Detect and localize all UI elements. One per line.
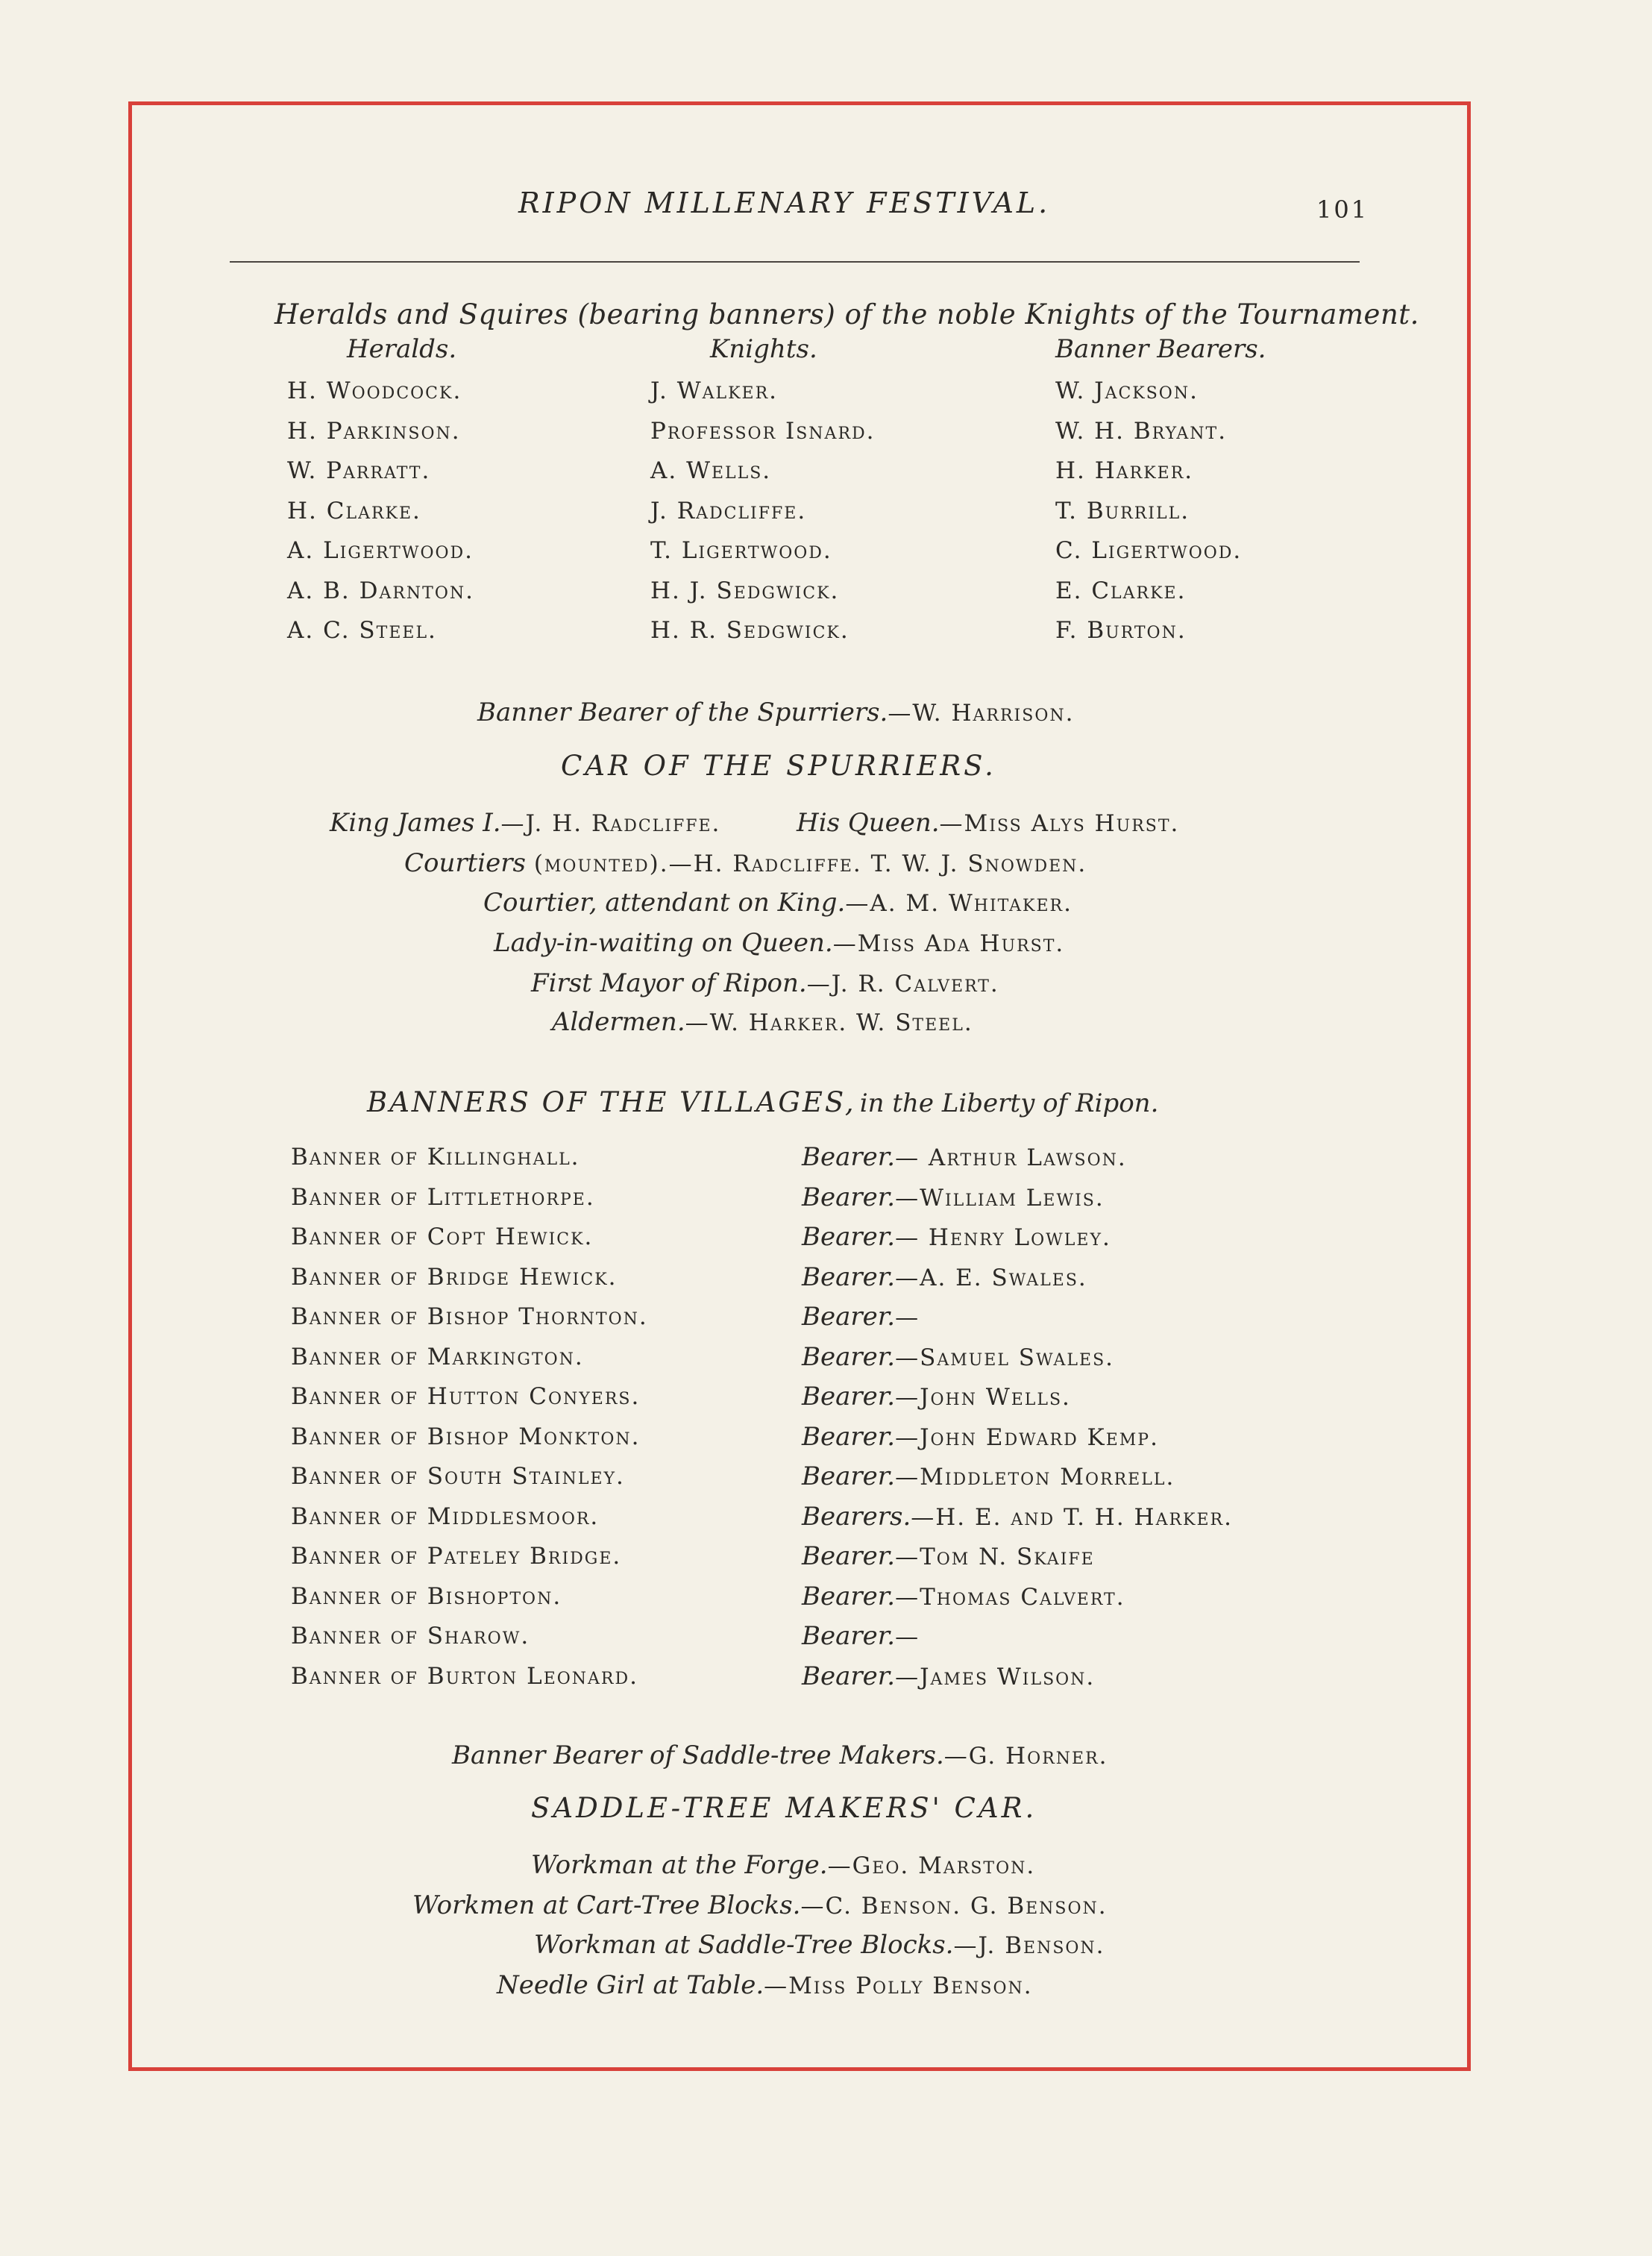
bearer-label: Bearer. [802, 1302, 896, 1332]
table-row: Banner of Bishop Monkton. [291, 1423, 641, 1450]
table-row [802, 1577, 1233, 1617]
bearer-label: Bearer. [802, 1661, 896, 1691]
table-row: Banner of Copt Hewick. [291, 1223, 594, 1250]
person-name: (mounted).—H. Radcliffe. T. W. J. Snowden. [533, 850, 1087, 877]
role-label: Courtiers [404, 848, 526, 878]
list-item: H. J. Sedgwick. [650, 577, 840, 604]
bearer-label: Bearer. [802, 1581, 896, 1611]
banner-bearers-column [1055, 334, 1266, 651]
list-item: A. Wells. [650, 457, 772, 484]
knights-column [650, 334, 876, 651]
table-row [802, 1297, 1233, 1338]
bearer-label: Bearer. [802, 1461, 896, 1491]
role-label: His Queen. [797, 808, 940, 838]
table-row: Banner of Sharow. [291, 1623, 530, 1649]
bearer-name: —Middleton Morrell. [895, 1464, 1175, 1491]
bearer-name: — Arthur Lawson. [895, 1144, 1127, 1171]
bearer-name: —A. E. Swales. [895, 1264, 1087, 1291]
table-row [802, 1218, 1233, 1258]
bearer-name: —Thomas Calvert. [895, 1583, 1125, 1611]
bearer-name: — [895, 1304, 920, 1331]
list-item: H. Parkinson. [287, 417, 461, 445]
person-name: —Miss Ada Hurst. [832, 930, 1065, 957]
person-name: —J. H. Radcliffe. [500, 810, 721, 837]
role-label: Needle Girl at Table. [497, 1970, 764, 2000]
spurriers-line-6 [552, 1007, 973, 1037]
table-row [802, 1338, 1233, 1378]
role-label: Aldermen. [552, 1007, 685, 1037]
spurriers-line-1 [330, 808, 1179, 838]
role-label: First Mayor of Ripon. [531, 968, 807, 998]
bearer-name: —Tom N. Skaife [895, 1544, 1095, 1570]
bearer-label: Bearers. [802, 1501, 911, 1532]
role-label: Workmen at Cart-Tree Blocks. [412, 1890, 801, 1920]
list-item: T. Burrill. [1055, 497, 1190, 524]
list-item: W. Jackson. [1055, 377, 1199, 404]
villages-title [367, 1086, 1158, 1118]
table-row: Banner of Pateley Bridge. [291, 1543, 622, 1570]
table-row [802, 1138, 1233, 1178]
bearer-label: Bearer. [802, 1262, 896, 1292]
table-row: Banner of South Stainley. [291, 1463, 625, 1490]
list-item: W. Parratt. [287, 457, 431, 484]
table-row [802, 1417, 1233, 1458]
table-row [802, 1657, 1233, 1697]
spurriers-line-5 [531, 968, 999, 998]
bearer-name: — Henry Lowley. [895, 1224, 1111, 1251]
villages-title-caps: BANNERS OF THE VILLAGES, [367, 1086, 856, 1118]
list-item: H. R. Sedgwick. [650, 617, 849, 644]
spurriers-banner-bearer-role: Banner Bearer of the Spurriers. [477, 698, 888, 727]
list-item: E. Clarke. [1055, 577, 1187, 604]
bearer-label: Bearer. [802, 1341, 896, 1372]
table-row [802, 1258, 1233, 1298]
list-item: A. C. Steel. [287, 617, 437, 644]
role-label: Lady-in-waiting on Queen. [494, 928, 833, 958]
header-rule [230, 261, 1360, 263]
spurriers-line-3 [483, 888, 1072, 918]
bearer-name: —H. E. and T. H. Harker. [911, 1503, 1233, 1531]
person-name: —Geo. Marston. [827, 1852, 1036, 1879]
list-item: W. H. Bryant. [1055, 417, 1228, 445]
list-item: A. B. Darnton. [287, 577, 474, 604]
table-row: Banner of Middlesmoor. [291, 1503, 600, 1530]
heralds-heading: Heralds. [347, 334, 457, 364]
saddle-banner-bearer-name: —G. Horner. [943, 1743, 1108, 1770]
table-row [802, 1377, 1233, 1417]
banner-bearers-heading: Banner Bearers. [1055, 334, 1266, 364]
bearer-label: Bearer. [802, 1541, 896, 1571]
spurriers-banner-bearer [477, 698, 1074, 727]
table-row: Banner of Burton Leonard. [291, 1662, 638, 1690]
list-item: A. Ligertwood. [287, 537, 474, 564]
saddle-line-4 [497, 1970, 1033, 2000]
village-banners-list [291, 1138, 648, 1696]
person-name: —Miss Alys Hurst. [939, 810, 1180, 837]
list-item: F. Burton. [1055, 617, 1187, 644]
table-row: Banner of Bishop Thornton. [291, 1303, 648, 1330]
list-item: H. Harker. [1055, 457, 1194, 484]
spurriers-car-title: CAR OF THE SPURRIERS. [561, 750, 996, 782]
list-item: J. Walker. [650, 377, 779, 404]
table-row [802, 1457, 1233, 1497]
spurriers-line-2 [404, 848, 1087, 878]
table-row: Banner of Bridge Hewick. [291, 1263, 618, 1291]
bearer-label: Bearer. [802, 1421, 896, 1452]
saddle-line-2 [412, 1890, 1108, 1920]
page-number: 101 [1316, 195, 1369, 224]
list-item: T. Ligertwood. [650, 537, 832, 564]
heralds-column [287, 334, 474, 651]
table-row [802, 1178, 1233, 1218]
saddle-banner-bearer-role: Banner Bearer of Saddle-tree Makers. [452, 1740, 944, 1770]
role-label: Workman at the Forge. [531, 1850, 828, 1880]
running-title: RIPON MILLENARY FESTIVAL. [518, 187, 1051, 219]
person-name: —W. Harker. W. Steel. [685, 1009, 973, 1036]
table-row: Banner of Hutton Conyers. [291, 1383, 641, 1410]
bearer-name: — [895, 1623, 920, 1650]
person-name: —J. R. Calvert. [806, 971, 999, 997]
saddle-car-title: SADDLE-TREE MAKERS' CAR. [531, 1792, 1037, 1824]
person-name: —J. Benson. [953, 1932, 1105, 1959]
bearer-label: Bearer. [802, 1182, 896, 1212]
saddle-line-1 [531, 1850, 1035, 1880]
bearer-label: Bearer. [802, 1142, 896, 1172]
role-label: Courtier, attendant on King. [483, 888, 846, 918]
table-row: Banner of Killinghall. [291, 1144, 580, 1171]
person-name: —Miss Polly Benson. [764, 1973, 1033, 1999]
bearer-name: —John Wells. [895, 1384, 1071, 1411]
spurriers-line-4 [494, 928, 1064, 958]
role-label: King James I. [330, 808, 501, 838]
table-row: Banner of Markington. [291, 1343, 584, 1370]
table-row [802, 1497, 1233, 1538]
list-item: H. Woodcock. [287, 377, 462, 404]
list-item: C. Ligertwood. [1055, 537, 1243, 564]
village-bearers-list [802, 1138, 1233, 1696]
spurriers-banner-bearer-name: —W. Harrison. [888, 700, 1075, 727]
saddle-line-3 [534, 1930, 1105, 1960]
bearer-label: Bearer. [802, 1222, 896, 1252]
bearer-label: Bearer. [802, 1382, 896, 1411]
villages-title-italic: in the Liberty of Ripon. [859, 1088, 1159, 1118]
list-item: Professor Isnard. [650, 417, 876, 445]
person-name: —C. Benson. G. Benson. [800, 1893, 1108, 1920]
role-label: Workman at Saddle-Tree Blocks. [534, 1930, 954, 1960]
list-item: H. Clarke. [287, 497, 421, 524]
table-row [802, 1617, 1233, 1657]
person-name: —A. M. Whitaker. [845, 890, 1072, 917]
bearer-name: —James Wilson. [895, 1663, 1096, 1691]
table-row: Banner of Bishopton. [291, 1582, 562, 1610]
saddle-banner-bearer [452, 1740, 1108, 1770]
bearer-name: —Samuel Swales. [895, 1344, 1115, 1371]
knights-heading: Knights. [710, 334, 817, 364]
table-row: Banner of Littlethorpe. [291, 1183, 595, 1211]
bearer-name: —John Edward Kemp. [895, 1423, 1159, 1451]
bearer-label: Bearer. [802, 1621, 896, 1651]
list-item: J. Radcliffe. [650, 497, 807, 524]
bearer-name: —William Lewis. [895, 1184, 1105, 1212]
table-row [802, 1537, 1233, 1577]
heralds-section-title: Heralds and Squires (bearing banners) of the noble Knights of the Tournament. [274, 298, 1419, 330]
